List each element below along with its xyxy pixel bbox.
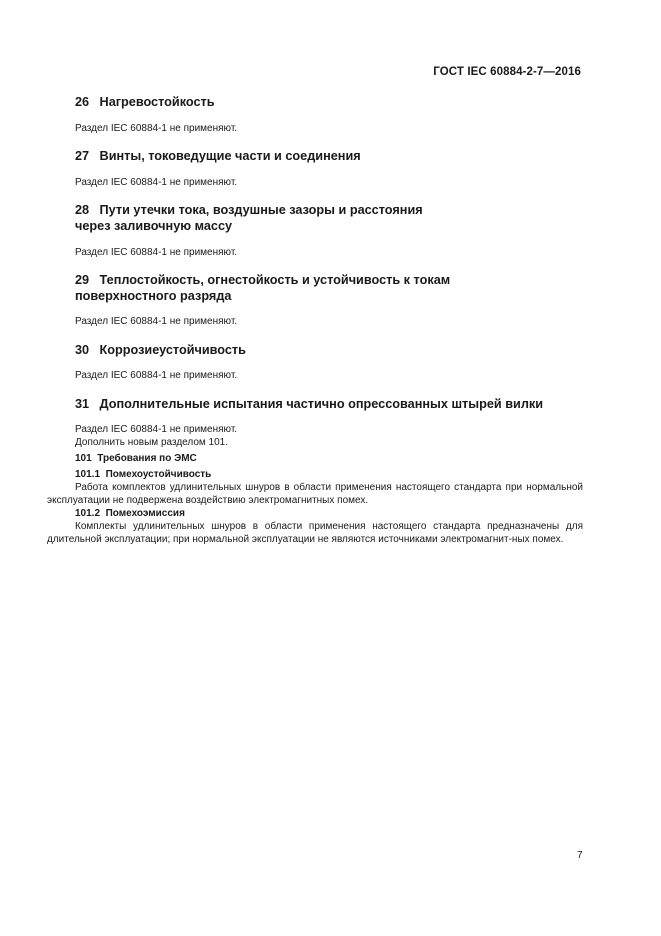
section-30-heading bbox=[75, 342, 246, 358]
page-number: 7 bbox=[577, 850, 583, 861]
section-27-text: Раздел IEC 60884-1 не применяют. bbox=[75, 177, 238, 188]
section-number: 26 bbox=[75, 95, 90, 109]
section-number: 31 bbox=[75, 397, 90, 411]
paragraph-text: Комплекты удлинительных шнуров в области применения настоящего стандарта предназначены для длительной эксплуатации; при нормальной эксплуатации не являются источниками электромагнит-ных помех. bbox=[47, 521, 583, 546]
section-28-heading bbox=[75, 202, 423, 234]
section-number: 30 bbox=[75, 343, 90, 357]
section-number: 28 bbox=[75, 203, 90, 217]
subsection-number: 101.2 bbox=[75, 508, 101, 519]
section-title: Дополнительные испытания частично опрессованных штырей вилки bbox=[99, 397, 544, 411]
subsection-title: Помехоэмиссия bbox=[105, 508, 185, 519]
section-31-text-2: Дополнить новым разделом 101. bbox=[75, 437, 229, 448]
section-26-text: Раздел IEC 60884-1 не применяют. bbox=[75, 123, 238, 134]
section-27-heading bbox=[75, 148, 361, 164]
section-101-heading bbox=[75, 452, 197, 465]
section-title: Требования по ЭМС bbox=[97, 453, 197, 464]
section-30-text: Раздел IEC 60884-1 не применяют. bbox=[75, 370, 238, 381]
section-26-heading bbox=[75, 94, 215, 110]
section-title: Нагревостойкость bbox=[99, 95, 215, 109]
section-title-line2: поверхностного разряда bbox=[75, 289, 232, 303]
section-28-text: Раздел IEC 60884-1 не применяют. bbox=[75, 247, 238, 258]
section-title: Винты, токоведущие части и соединения bbox=[99, 149, 361, 163]
document-header: ГОСТ IEC 60884-2-7—2016 bbox=[433, 66, 581, 78]
section-title-line2: через заливочную массу bbox=[75, 219, 233, 233]
section-number: 29 bbox=[75, 273, 90, 287]
section-31-text: Раздел IEC 60884-1 не применяют. bbox=[75, 424, 238, 435]
paragraph-text: Работа комплектов удлинительных шнуров в области применения настоящего стандарта при нормальной эксплуатации не подвержена воздействию электромагнитных помех. bbox=[47, 482, 583, 507]
subsection-101-2-heading bbox=[75, 507, 185, 520]
subsection-number: 101.1 bbox=[75, 469, 101, 480]
subsection-101-2-text bbox=[47, 520, 583, 547]
section-29-text: Раздел IEC 60884-1 не применяют. bbox=[75, 316, 238, 327]
subsection-101-1-text bbox=[47, 481, 583, 508]
subsection-title: Помехоустойчивость bbox=[105, 469, 212, 480]
subsection-101-1-heading bbox=[75, 468, 211, 481]
section-title-line1: Теплостойкость, огнестойкость и устойчивость к токам bbox=[99, 273, 451, 287]
section-31-heading bbox=[75, 396, 543, 412]
section-number: 101 bbox=[75, 453, 92, 464]
section-title-line1: Пути утечки тока, воздушные зазоры и расстояния bbox=[99, 203, 423, 217]
section-title: Коррозиеустойчивость bbox=[99, 343, 246, 357]
section-29-heading bbox=[75, 272, 450, 304]
section-number: 27 bbox=[75, 149, 90, 163]
